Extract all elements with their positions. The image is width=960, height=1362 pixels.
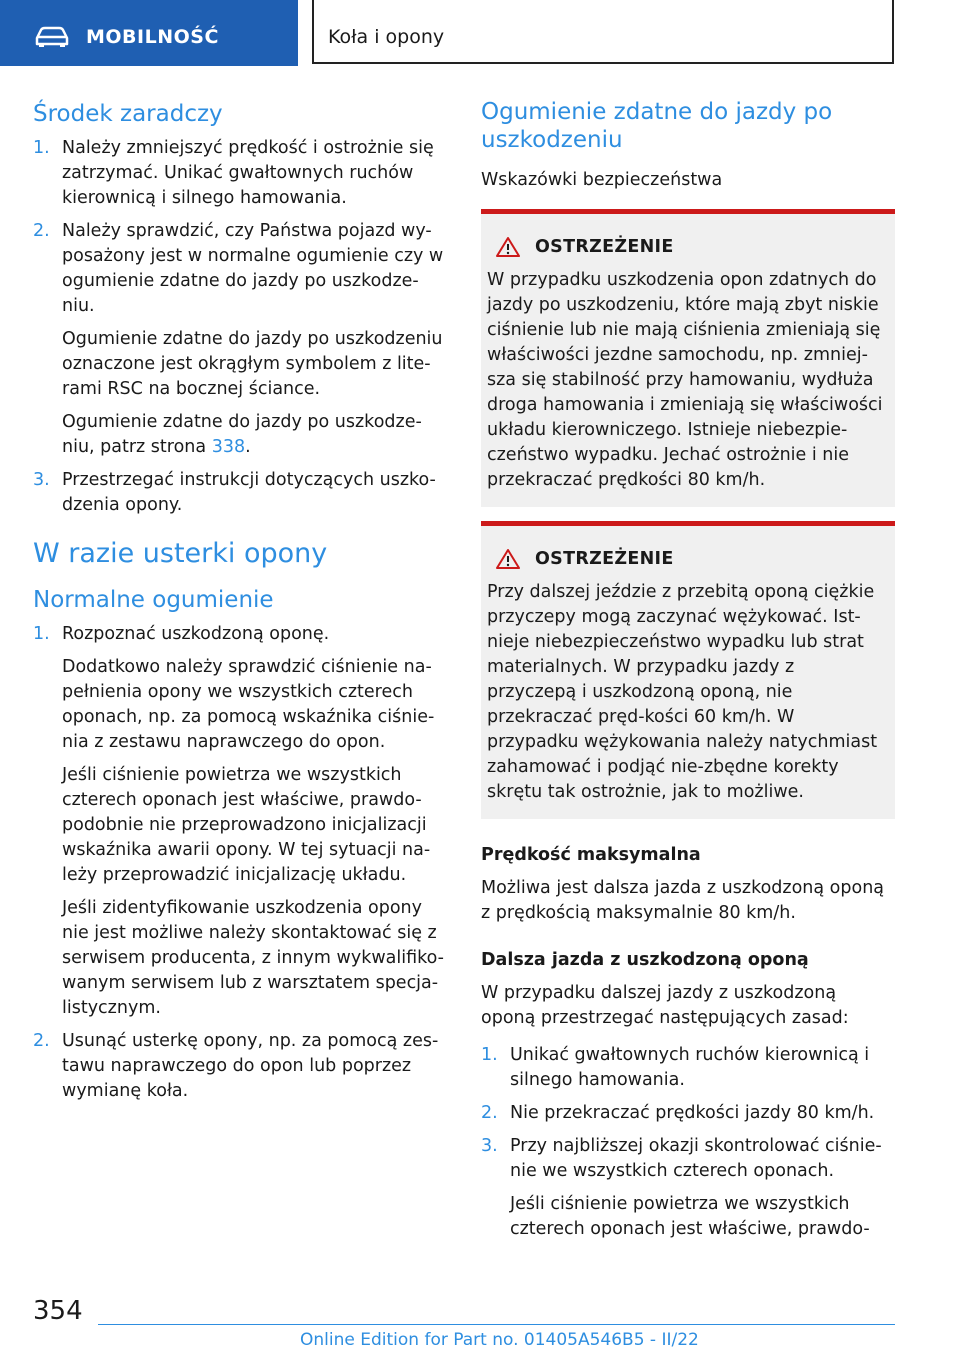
step-number: 2.	[33, 1031, 50, 1051]
continue-driving-heading: Dalsza jazda z uszkodzoną oponą	[481, 950, 809, 970]
ref-text: Ogumienie zdatne do jazdy po uszkodze-niu, patrz strona	[62, 412, 422, 457]
step-text: Należy sprawdzić, czy Państwa pojazd wy-posażony jest w normalne ogumienie czy w ogumienie zdatne do jazdy po uszkodze-niu.	[62, 221, 444, 316]
step-text: Jeśli zidentyfikowanie uszkodzenia opony nie jest możliwe należy skontaktować się z serwisem producenta, z innym wykwalifiko-wanym serwisem lub z warsztatem specja-listycznym.	[62, 898, 444, 1018]
step-text-ref	[62, 410, 447, 460]
step-text: Należy zmniejszyć prędkość i ostrożnie się zatrzymać. Unikać gwałtownych ruchów kierownicą i silnego hamowania.	[62, 138, 434, 208]
step-text: Ogumienie zdatne do jazdy po uszkodzeniu oznaczone jest okrągłym symbolem z lite-rami RSC na bocznej ściance.	[62, 329, 443, 399]
step-number: 3.	[33, 470, 50, 490]
continue-driving-list	[481, 1043, 895, 1242]
list-item	[33, 468, 447, 518]
warning-title: OSTRZEŻENIE	[535, 237, 674, 257]
step-text: Unikać gwałtownych ruchów kierownicą i silnego hamowania.	[510, 1045, 870, 1090]
normal-tires-list	[33, 622, 447, 1104]
footer-edition: Online Edition for Part no. 01405A546B5 - II/22	[300, 1330, 699, 1350]
warning-triangle-icon	[495, 548, 521, 570]
step-text: Dodatkowo należy sprawdzić ciśnienie na-pełnienia opony we wszystkich czterech oponach, np. za pomocą wskaźnika ciśnie-nia z zestawu naprawczego do opon.	[62, 657, 435, 752]
list-item	[33, 136, 447, 211]
ref-end: .	[245, 437, 251, 457]
step-number: 1.	[481, 1045, 498, 1065]
step-number: 1.	[33, 624, 50, 644]
car-icon	[34, 26, 70, 48]
continue-driving-text: W przypadku dalszej jazdy z uszkodzoną oponą przestrzegać następujących zasad:	[481, 983, 849, 1028]
list-item	[481, 1101, 895, 1126]
warning-box	[481, 521, 895, 819]
warning-text: Przy dalszej jeździe z przebitą oponą ciężkie przyczepy mogą zaczynać wężykować. Ist-nieje niebezpieczeństwo wypadku lub strat materialnych. W przypadku jazdy z przyczepą i uszkodzoną oponą, nie przekraczać pręd-kości 60 km/h. W przypadku wężykowania należy natychmiast zahamować i podjąć nie-zbędne korekty skrętu tak ostrożnie, jak to możliwe.	[487, 582, 878, 802]
safety-notes-heading: Wskazówki bezpieczeństwa	[481, 170, 723, 190]
step-number: 2.	[33, 221, 50, 241]
chapter-title: Koła i opony	[328, 26, 445, 48]
footer-divider	[98, 1324, 895, 1325]
list-item	[481, 1043, 895, 1093]
warning-box	[481, 209, 895, 507]
warning-header	[495, 236, 889, 258]
chapter-header	[312, 0, 894, 64]
heading-remedy: Środek zaradczy	[33, 101, 223, 127]
list-item	[33, 1029, 447, 1104]
warning-header	[495, 548, 889, 570]
warning-text: W przypadku uszkodzenia opon zdatnych do jazdy po uszkodzeniu, które mają zbyt niskie ciśnienie lub nie mają ciśnienia zmieniają się właściwości jezdne samochodu, np. zmniej-sza się stabilność przy hamowaniu, wydłuża droga hamowania i zmieniają się właściwości układu kierowniczego. Istnieje niebezpie-czeństwo wypadku. Jechać ostrożnie i nie przekraczać prędkości 80 km/h.	[487, 270, 883, 490]
step-number: 2.	[481, 1103, 498, 1123]
step-text: Usunąć usterkę opony, np. za pomocą zes-tawu naprawczego do opon lub poprzez wymianę koła.	[62, 1031, 439, 1101]
warning-title: OSTRZEŻENIE	[535, 549, 674, 569]
step-text: Nie przekraczać prędkości jazdy 80 km/h.	[510, 1103, 875, 1123]
page-number: 354	[33, 1296, 83, 1326]
step-text: Rozpoznać uszkodzoną oponę.	[62, 624, 330, 644]
left-column	[33, 98, 447, 1104]
heading-normal-tires: Normalne ogumienie	[33, 587, 274, 613]
step-number: 1.	[33, 138, 50, 158]
step-text: Przestrzegać instrukcji dotyczących uszko-dzenia opony.	[62, 470, 436, 515]
step-text: Jeśli ciśnienie powietrza we wszystkich czterech oponach jest właściwe, prawdo-podobnie nie przeprowadzono inicjalizacji wskaźnika awarii opony. W tej sytuacji na-leży przeprowadzić inicjalizację układu.	[62, 765, 431, 885]
section-label: MOBILNOŚĆ	[86, 26, 219, 48]
step-text: Jeśli ciśnienie powietrza we wszystkich czterech oponach jest właściwe, prawdo-	[510, 1194, 870, 1239]
heading-tire-fault: W razie usterki opony	[33, 538, 328, 569]
page-ref-link[interactable]: 338	[211, 437, 246, 457]
max-speed-heading: Prędkość maksymalna	[481, 845, 701, 865]
warning-triangle-icon	[495, 236, 521, 258]
step-number: 3.	[481, 1136, 498, 1156]
list-item	[33, 622, 447, 1021]
section-tab[interactable]	[0, 0, 298, 66]
list-item	[33, 219, 447, 460]
heading-runflat: Ogumienie zdatne do jazdy po uszkodzeniu	[481, 99, 833, 153]
remedy-list	[33, 136, 447, 518]
step-text: Przy najbliższej okazji skontrolować ciśnie-nie we wszystkich czterech oponach.	[510, 1136, 882, 1181]
list-item	[481, 1134, 895, 1242]
right-column	[481, 98, 895, 1242]
max-speed-text: Możliwa jest dalsza jazda z uszkodzoną oponą z prędkością maksymalnie 80 km/h.	[481, 878, 885, 923]
